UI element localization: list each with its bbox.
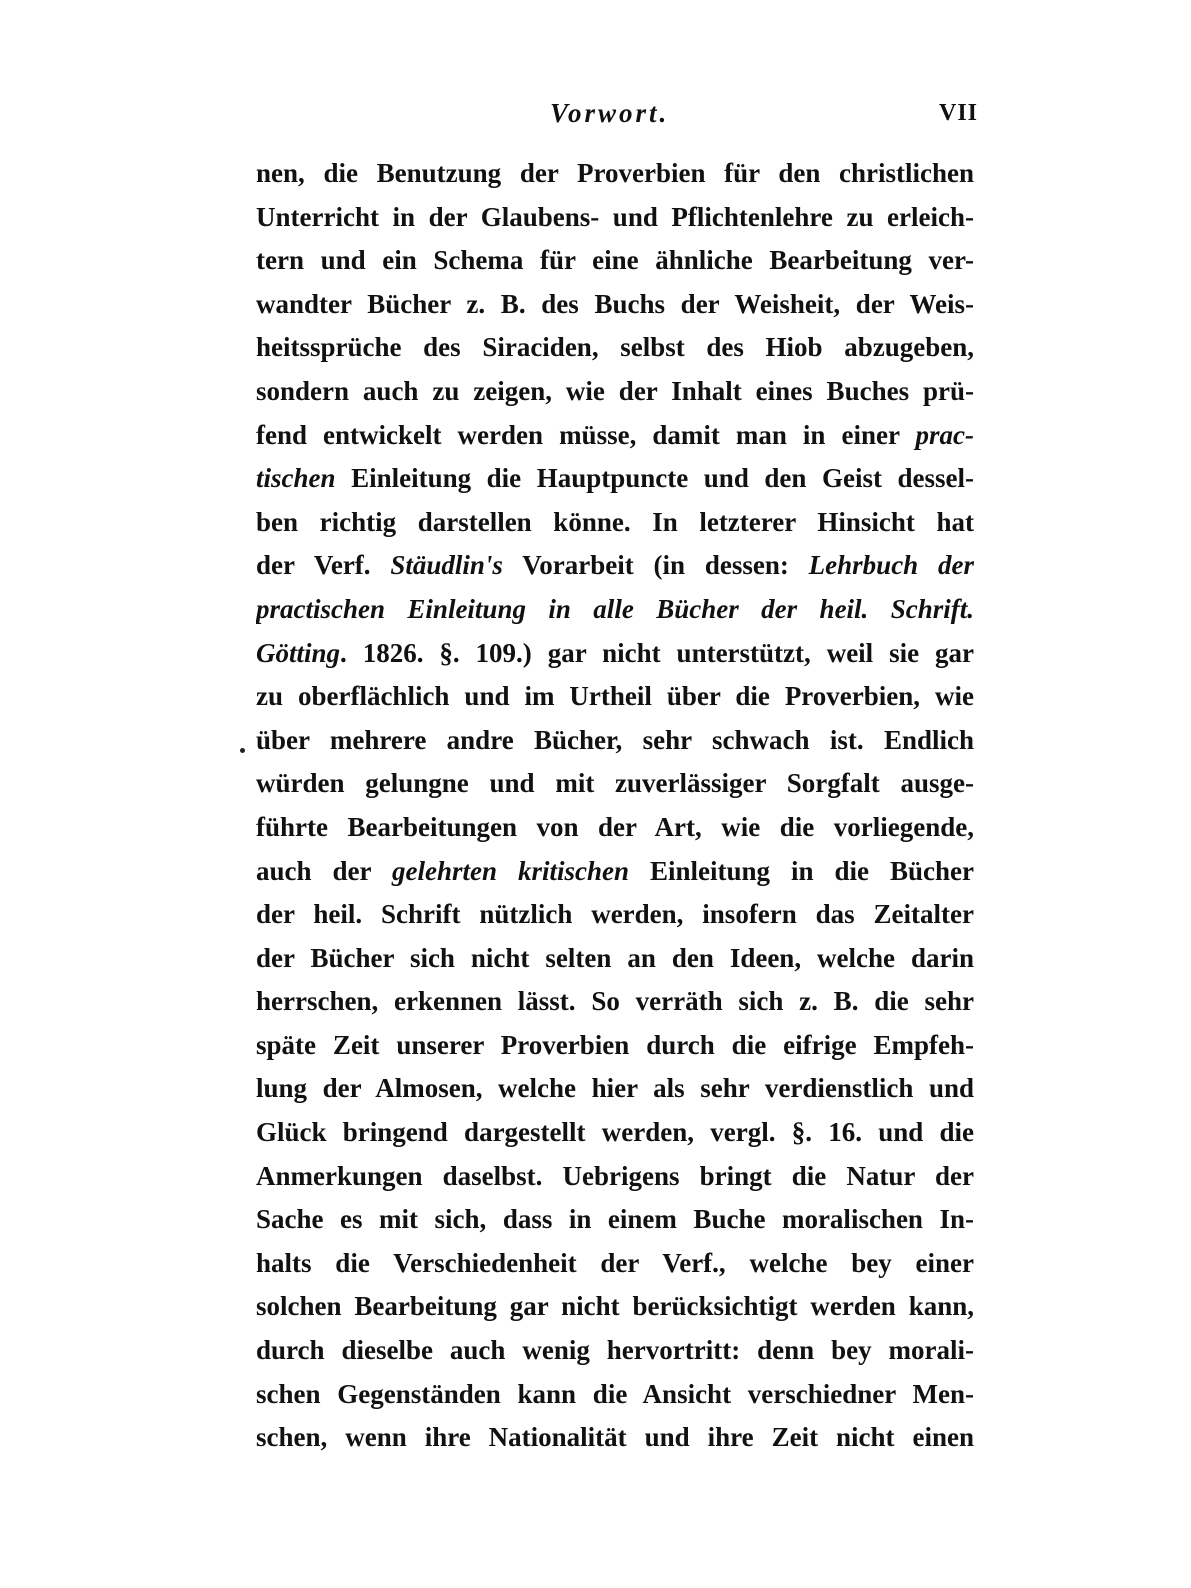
text-line: würden gelungne und mit zuverlässiger Sorgfalt ausge-: [256, 768, 974, 799]
italic-place: Götting: [256, 637, 341, 668]
text-line: der Bücher sich nicht selten an den Ideen, welche darin: [256, 942, 974, 973]
text-line: heitssprüche des Siraciden, selbst des Hiob abzugeben,: [256, 332, 974, 363]
text-line: ben richtig darstellen könne. In letzterer Hinsicht hat: [256, 506, 974, 537]
text-line: über mehrere andre Bücher, sehr schwach ist. Endlich: [256, 724, 974, 755]
text-line: halts die Verschiedenheit der Verf., welche bey einer: [256, 1247, 974, 1278]
text-line: schen Gegenständen kann die Ansicht verschiedner Men-: [256, 1378, 974, 1409]
text-line: Sache es mit sich, dass in einem Buche moralischen In-: [256, 1204, 974, 1235]
text-line: zu oberflächlich und im Urtheil über die Proverbien, wie: [256, 681, 974, 712]
text-line: der heil. Schrift nützlich werden, insofern das Zeitalter: [256, 899, 974, 930]
text-line: herrschen, erkennen lässt. So verräth sich z. B. die sehr: [256, 986, 974, 1017]
italic-term: prac-: [915, 419, 974, 450]
running-title: Vorwort.: [550, 98, 670, 128]
text-line: der Verf. Stäudlin's Vorarbeit (in dessen: Lehrbuch der: [256, 550, 974, 581]
text-line: sondern auch zu zeigen, wie der Inhalt eines Buches prü-: [256, 375, 974, 406]
text-line: führte Bearbeitungen von der Art, wie die vorliegende,: [256, 811, 974, 842]
ink-speck: [240, 748, 245, 753]
text-line: späte Zeit unserer Proverbien durch die eifrige Empfeh-: [256, 1029, 974, 1060]
italic-term: tischen: [256, 463, 336, 494]
body-text: [256, 152, 974, 1460]
text-line: auch der gelehrten kritischen Einleitung in die Bücher: [256, 855, 974, 886]
text-line: tischen Einleitung die Hauptpuncte und den Geist dessel-: [256, 463, 974, 494]
text-line: Götting. 1826. §. 109.) gar nicht unterstützt, weil sie gar: [256, 637, 974, 668]
text-line-italic: practischen Einleitung in alle Bücher der heil. Schrift.: [256, 593, 974, 624]
text-line: solchen Bearbeitung gar nicht berücksichtigt werden kann,: [256, 1291, 974, 1322]
page-number: VII: [938, 100, 978, 126]
text-line: lung der Almosen, welche hier als sehr verdienstlich und: [256, 1073, 974, 1104]
text-line: durch dieselbe auch wenig hervortritt: denn bey morali-: [256, 1335, 974, 1366]
text-line: fend entwickelt werden müsse, damit man in einer prac-: [256, 419, 974, 450]
text-line: Anmerkungen daselbst. Uebrigens bringt die Natur der: [256, 1160, 974, 1191]
text-line: Unterricht in der Glaubens- und Pflichtenlehre zu erleich-: [256, 201, 974, 232]
text-line: wandter Bücher z. B. des Buchs der Weisheit, der Weis-: [256, 288, 974, 319]
text-line: nen, die Benutzung der Proverbien für den christlichen: [256, 158, 974, 188]
text-line: tern und ein Schema für eine ähnliche Bearbeitung ver-: [256, 245, 974, 276]
text-line: schen, wenn ihre Nationalität und ihre Zeit nicht einen: [256, 1422, 974, 1453]
italic-term: gelehrten kritischen: [392, 855, 629, 886]
italic-book-title: Lehrbuch der: [808, 550, 974, 581]
italic-author: Stäudlin's: [390, 550, 503, 581]
running-header: [258, 96, 978, 136]
text-line: Glück bringend dargestellt werden, vergl. §. 16. und die: [256, 1117, 974, 1148]
